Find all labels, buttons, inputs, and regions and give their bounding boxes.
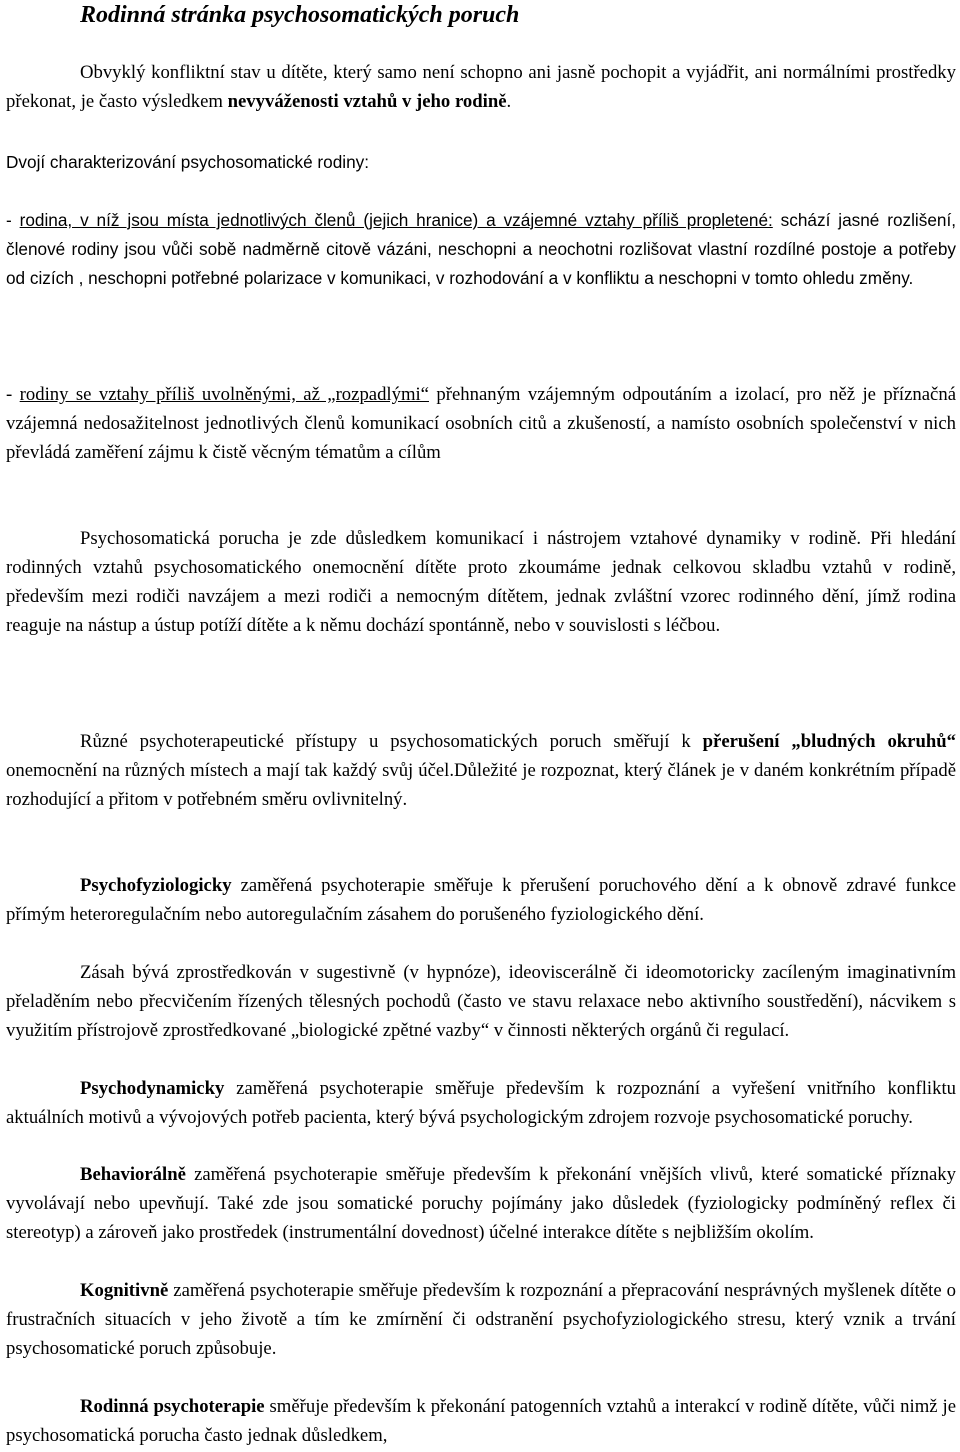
paragraph-psychophysiological	[6, 871, 956, 929]
paragraph-intro	[6, 58, 956, 116]
disengaged-text: přehnaným vzájemným odpoutáním a izolací, pro něž je příznačná vzájemná nedosažitelnost jednotlivých členů komunikací osobních citů a zkušeností, a namísto osobních společenství v nich převládá zaměření zájmu k čistě věcným tématům a cílům	[6, 384, 956, 463]
approaches-bold: přerušení „bludných okruhů“	[702, 731, 956, 752]
enmeshed-underlined: rodina, v níž jsou místa jednotlivých členů (jejich hranice) a vzájemné vztahy příliš propletené:	[19, 210, 773, 230]
cognitive-bold: Kognitivně	[80, 1280, 169, 1301]
paragraph-family-types-heading: Dvojí charakterizování psychosomatické rodiny:	[6, 152, 370, 172]
paragraph-intervention: Zásah bývá zprostředkován v sugestivně (v hypnóze), ideoviscerálně či ideomotoricky zacíleným imaginativním přeladěním nebo přecvičením řízených tělesných pochodů (často ve stavu relaxace nebo aktivního soustředění), nácvikem s využitím přístrojově zprostředkované „biologické zpětné vazby“ v činnosti některých orgánů či regulací.	[6, 962, 956, 1041]
paragraph-psychodynamic	[6, 1074, 956, 1132]
behavioral-text: zaměřená psychoterapie směřuje především k překonání vnějších vlivů, které somatické příznaky vyvolávají nebo upevňují. Také zde jsou somatické poruchy pojímány jako důsledek (fyziologicky podmíněný reflex či stereotyp) a zároveň jako prostředek (instrumentální dovednost) účelné interakce dítěte s nejbližším okolím.	[6, 1164, 956, 1243]
cognitive-text: zaměřená psychoterapie směřuje především k rozpoznání a přepracování nesprávných myšlenek dítěte o frustračních situacích v jeho životě a tím ke zmírnění či odstranění psychofyziologického stresu, který vznik a trvání psychosomatické poruch způsobuje.	[6, 1280, 956, 1359]
approaches-text-3: Důležité je rozpoznat, který článek je v daném konkrétním případě rozhodující a přitom v potřebném směru ovlivnitelný.	[6, 760, 956, 810]
paragraph-disengaged-family	[6, 380, 956, 467]
paragraph-family-therapy	[6, 1392, 956, 1450]
enmeshed-text: schází jasné rozlišení, členové rodiny jsou vůči sobě nadměrně citově vázáni, neschopni a neochotni rozlišovat vlastní rozdílné postoje a potřeby od cizích , neschopni potřebné polarizace v komunikaci, v rozhodování a v konfliktu a neschopni v tomto ohledu změny.	[6, 210, 957, 288]
paragraph-cognitive	[6, 1276, 956, 1363]
psychophysiological-text: zaměřená psychoterapie směřuje k přerušení poruchového dění a k obnově zdravé funkce přímým heteroregulačním nebo autoregulačním zásahem do porušeného fyziologického dění.	[6, 875, 956, 925]
disengaged-underlined: rodiny se vztahy příliš uvolněnými, až „rozpadlými“	[19, 384, 429, 405]
dash: -	[6, 384, 20, 405]
paragraph-behavioral	[6, 1160, 956, 1247]
family-therapy-bold: Rodinná psychoterapie	[80, 1396, 265, 1417]
document-title: Rodinná stránka psychosomatických poruch	[80, 2, 520, 28]
intro-bold: nevyváženosti vztahů v jeho rodině	[227, 91, 507, 112]
behavioral-bold: Behaviorálně	[80, 1164, 186, 1185]
psychodynamic-text: zaměřená psychoterapie směřuje především k rozpoznání a vyřešení vnitřního konfliktu aktuálních motivů a vývojových potřeb pacienta, který bývá psychologickým zdrojem rozvoje psychosomatické poruchy.	[6, 1078, 956, 1128]
paragraph-approaches	[6, 727, 956, 814]
approaches-text: Různé psychoterapeutické přístupy u psychosomatických poruch směřují k	[80, 731, 703, 752]
dash: -	[6, 210, 20, 230]
paragraph-psychosomatic-disorder: Psychosomatická porucha je zde důsledkem komunikací i nástrojem vztahové dynamiky v rodině. Při hledání rodinných vztahů psychosomatického onemocnění dítěte proto zkoumáme jednak celkovou skladbu vztahů v rodině, především mezi rodiči navzájem a mezi rodiči a nemocným dítětem, jednak zvláštní vzorec rodinného dění, jímž rodina reaguje na nástup a ústup potíží dítěte a k němu dochází spontánně, nebo v souvislosti s léčbou.	[6, 528, 956, 636]
intro-end: .	[506, 91, 512, 112]
intro-text: Obvyklý konfliktní stav u dítěte, který samo není schopno ani jasně pochopit a vyjádřit, ani normálními prostředky překonat, je často výsledkem	[6, 62, 956, 112]
psychodynamic-bold: Psychodynamicky	[80, 1078, 225, 1099]
paragraph-enmeshed-family	[6, 206, 956, 293]
psychophysiological-bold: Psychofyziologicky	[80, 875, 232, 896]
approaches-text-2: onemocnění na různých místech a mají tak každý svůj účel.	[6, 760, 455, 781]
family-therapy-text: směřuje především k překonání patogenních vztahů a interakcí v rodině dítěte, vůči nimž je psychosomatická porucha často jednak důsledkem,	[6, 1396, 956, 1446]
